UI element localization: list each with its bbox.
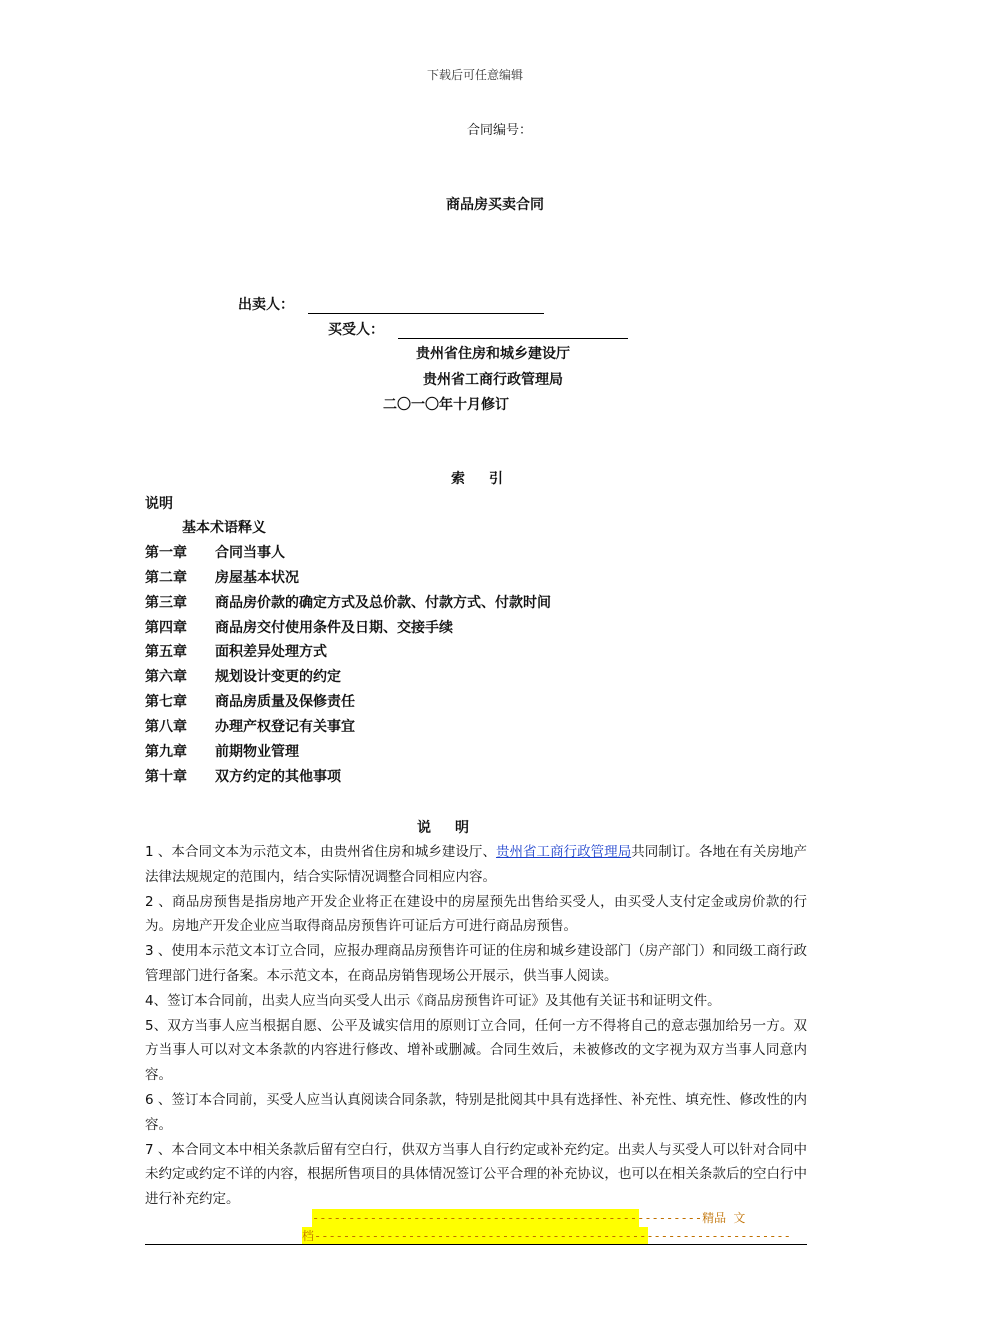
- toc-item-intro: 说明: [145, 496, 173, 512]
- toc-chapter-number: 第一章: [145, 545, 187, 561]
- index-title-char-2: 引: [489, 471, 503, 487]
- toc-chapter-number: 第十章: [145, 769, 187, 785]
- toc-chapter-2: [145, 567, 299, 587]
- seller-blank-line: [308, 299, 544, 314]
- explanation-body: [145, 840, 807, 1212]
- toc-chapter-name: 商品房价款的确定方式及总价款、付款方式、付款时间: [215, 595, 551, 611]
- header-note: 下载后可任意编辑: [426, 68, 523, 82]
- explanation-item-4: 4、签订本合同前，出卖人应当向买受人出示《商品房预售许可证》及其他有关证书和证明文件。: [145, 992, 721, 1009]
- footer-watermark-line-2: 档------------------------------------------------------------------: [302, 1229, 791, 1243]
- toc-chapter-name: 双方约定的其他事项: [215, 769, 341, 785]
- toc-chapter-number: 第九章: [145, 744, 187, 760]
- footer-divider: [145, 1244, 807, 1245]
- toc-chapter-number: 第五章: [145, 644, 187, 660]
- toc-chapter-number: 第八章: [145, 719, 187, 735]
- seller-field: [238, 294, 544, 314]
- explanation-title-char-2: 明: [455, 820, 469, 836]
- toc-chapter-7: [145, 691, 355, 711]
- toc-chapter-3: [145, 592, 551, 612]
- explanation-item-3: 3 、使用本示范文本订立合同，应报办理商品房预售许可证的住房和城乡建设部门（房产部门）和同级工商行政管理部门进行备案。本示范文本，在商品房销售现场公开展示，供当事人阅读。: [145, 943, 807, 984]
- toc-chapter-name: 面积差异处理方式: [215, 644, 327, 660]
- toc-chapter-number: 第三章: [145, 595, 187, 611]
- index-title-char-1: 索: [451, 471, 465, 487]
- toc-chapter-1: [145, 542, 285, 562]
- toc-chapter-10: [145, 766, 341, 786]
- toc-chapter-5: [145, 641, 327, 661]
- explanation-item-1: [145, 840, 807, 890]
- index-title: [451, 468, 503, 488]
- issuer-housing-dept: 贵州省住房和城乡建设厅: [416, 346, 570, 362]
- explanation-item-6: 6 、签订本合同前，买受人应当认真阅读合同条款，特别是批阅其中具有选择性、补充性、填充性、修改性的内容。: [145, 1091, 807, 1133]
- explanation-item-2: 2 、商品房预售是指房地产开发企业将正在建设中的房屋预先出售给买受人，由买受人支付定金或房价款的行为。房地产开发企业应当取得商品房预售许可证后方可进行商品房预售。: [145, 893, 807, 935]
- explanation-item-1-text: 1 、本合同文本为示范文本，由贵州省住房和城乡建设厅、: [145, 844, 496, 860]
- explanation-item-5: 5、双方当事人应当根据自愿、公平及诚实信用的原则订立合同，任何一方不得将自己的意志强加给另一方。双方当事人可以对文本条款的内容进行修改、增补或删减。合同生效后，未被修改的文字视为双方当事人同意内容。: [145, 1017, 807, 1084]
- toc-chapter-8: [145, 716, 355, 736]
- buyer-field: [328, 319, 628, 339]
- explanation-title: [417, 817, 469, 837]
- toc-chapter-6: [145, 666, 341, 686]
- explanation-title-char-1: 说: [417, 820, 431, 836]
- explanation-item-7: 7 、本合同文本中相关条款后留有空白行，供双方当事人自行约定或补充约定。出卖人与买受人可以针对合同中未约定或约定不详的内容，根据所售项目的具体情况签订公平合理的补充协议，也可以在相关条款后的空白行中进行补充约定。: [145, 1141, 807, 1208]
- toc-chapter-number: 第六章: [145, 669, 187, 685]
- toc-chapter-name: 房屋基本状况: [215, 570, 299, 586]
- buyer-label: 买受人：: [328, 322, 384, 338]
- seller-label: 出卖人：: [238, 297, 294, 313]
- toc-chapter-number: 第二章: [145, 570, 187, 586]
- toc-chapter-number: 第四章: [145, 620, 187, 636]
- toc-chapter-name: 办理产权登记有关事宜: [215, 719, 355, 735]
- toc-chapter-name: 前期物业管理: [215, 744, 299, 760]
- toc-chapter-name: 商品房交付使用条件及日期、交接手续: [215, 620, 453, 636]
- toc-item-terms: 基本术语释义: [182, 520, 266, 536]
- toc-chapter-9: [145, 741, 299, 761]
- toc-chapter-name: 规划设计变更的约定: [215, 669, 341, 685]
- commerce-bureau-link[interactable]: 贵州省工商行政管理局: [495, 844, 632, 860]
- footer-watermark-line-1: ------------------------------------------------------精品 文: [312, 1211, 746, 1225]
- toc-chapter-4: [145, 617, 453, 637]
- toc-chapter-name: 商品房质量及保修责任: [215, 694, 355, 710]
- toc-chapter-name: 合同当事人: [215, 545, 285, 561]
- buyer-blank-line: [398, 324, 628, 339]
- contract-number-label: 合同编号：: [467, 123, 533, 138]
- issuer-commerce-bureau: 贵州省工商行政管理局: [423, 372, 563, 388]
- revision-date: 二〇一〇年十月修订: [383, 397, 509, 413]
- toc-chapter-number: 第七章: [145, 694, 187, 710]
- explanation-item-1-text-end: 共同制订。各地在有关房地产法律法规规定的范围内，结合实际情况调整合同相应内容。: [145, 844, 807, 885]
- document-title: 商品房买卖合同: [446, 197, 544, 213]
